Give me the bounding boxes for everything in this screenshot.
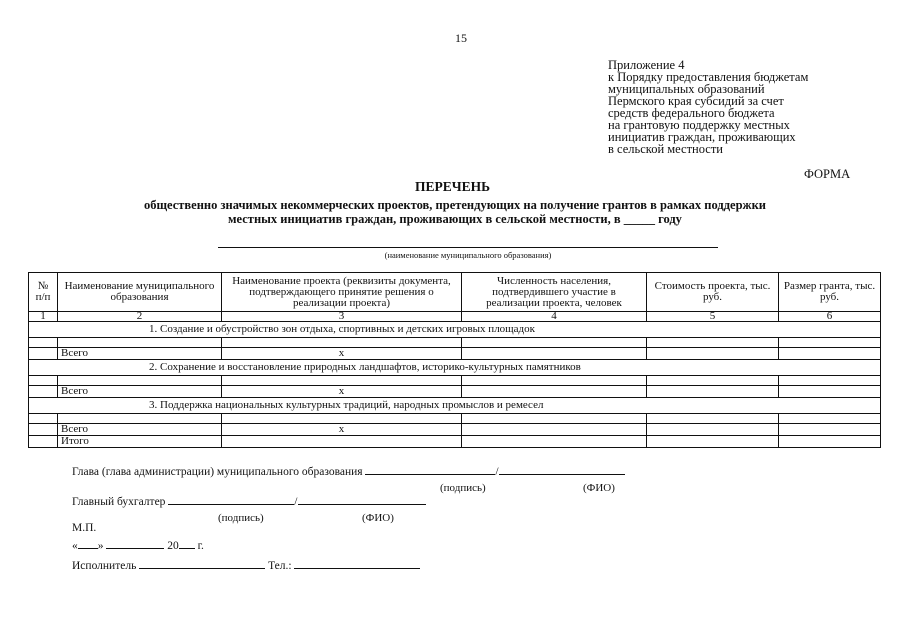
date-open: «: [72, 540, 78, 552]
header-project: Наименование проекта (реквизиты документа, подтверждающего принятие решения о реализации проекта): [222, 273, 462, 312]
appendix-line: в сельской местности: [608, 142, 723, 156]
year-suffix: г.: [197, 540, 204, 552]
total-row: [29, 424, 881, 436]
date-line: [72, 540, 204, 552]
x-mark: х: [222, 424, 462, 436]
accountant-signature-line: [72, 496, 426, 508]
header-grant: Размер гранта, тыс. руб.: [779, 273, 881, 312]
table-row: [29, 376, 881, 386]
executor-line: [72, 560, 420, 572]
section-row: [29, 322, 881, 338]
appendix-line: на грантовую поддержку местных: [608, 118, 790, 132]
section-title: 2. Сохранение и восстановление природных ландшафтов, историко-культурных памятников: [29, 360, 881, 376]
appendix-line: Приложение 4: [608, 58, 685, 72]
day-field[interactable]: [78, 548, 98, 549]
name-caption: (ФИО): [362, 512, 394, 524]
appendix-line: Пермского края субсидий за счет: [608, 94, 784, 108]
executor-label: Исполнитель: [72, 560, 137, 572]
head-signature-line: [72, 466, 625, 478]
year-field[interactable]: [179, 548, 195, 549]
appendix-block: [608, 59, 808, 155]
accountant-label: Главный бухгалтер: [72, 496, 166, 508]
total-label: Всего: [58, 386, 222, 398]
column-number: 2: [58, 312, 222, 322]
phone-label: Тел.:: [268, 560, 292, 572]
municipality-name-line: [218, 247, 718, 248]
appendix-line: инициатив граждан, проживающих: [608, 130, 796, 144]
subtitle-line-1: общественно значимых некоммерческих проектов, претендующих на получение грантов в рамках поддержки: [143, 198, 766, 212]
page-number: 15: [455, 31, 467, 45]
appendix-line: к Порядку предоставления бюджетам: [608, 70, 809, 84]
document-title: ПЕРЕЧЕНЬ: [414, 179, 491, 194]
total-label: Всего: [58, 348, 222, 360]
form-label: ФОРМА: [804, 167, 851, 181]
header-cost: Стоимость проекта, тыс. руб.: [647, 273, 779, 312]
table-header-row: [29, 273, 881, 312]
stamp-label: М.П.: [72, 522, 97, 534]
section-title: 3. Поддержка национальных культурных традиций, народных промыслов и ремесел: [29, 398, 881, 414]
section-title: 1. Создание и обустройство зон отдыха, спортивных и детских игровых площадок: [29, 322, 881, 338]
year-prefix: 20: [167, 540, 179, 552]
phone-field[interactable]: [294, 568, 420, 569]
accountant-name-field[interactable]: [298, 504, 426, 505]
x-mark: х: [222, 386, 462, 398]
document-subtitle: [60, 198, 850, 226]
slash: /: [294, 496, 298, 508]
table-row: [29, 338, 881, 348]
header-population: Численность населения, подтвердившего участие в реализации проекта, человек: [462, 273, 647, 312]
total-row: [29, 348, 881, 360]
column-number: 6: [779, 312, 881, 322]
head-name-field[interactable]: [499, 474, 625, 475]
month-field[interactable]: [106, 548, 164, 549]
grand-total-row: [29, 436, 881, 448]
executor-field[interactable]: [139, 568, 265, 569]
column-number: 1: [29, 312, 58, 322]
column-number-row: [29, 312, 881, 322]
name-caption: (ФИО): [583, 482, 615, 494]
section-row: [29, 398, 881, 414]
total-row: [29, 386, 881, 398]
column-number: 5: [647, 312, 779, 322]
grand-total-label: Итого: [58, 436, 222, 448]
section-row: [29, 360, 881, 376]
municipality-caption: (наименование муниципального образования): [384, 250, 552, 260]
column-number: 3: [222, 312, 462, 322]
slash: /: [495, 466, 499, 478]
appendix-line: средств федерального бюджета: [608, 106, 775, 120]
column-number: 4: [462, 312, 647, 322]
projects-table: [28, 272, 881, 448]
subtitle-line-2: местных инициатив граждан, проживающих в сельской местности, в _____ году: [228, 212, 682, 226]
appendix-line: муниципальных образований: [608, 82, 765, 96]
accountant-signature-field[interactable]: [168, 504, 294, 505]
head-label: Глава (глава администрации) муниципального образования: [72, 466, 363, 478]
signature-caption: (подпись): [440, 482, 486, 494]
x-mark: х: [222, 348, 462, 360]
header-number: № п/п: [29, 273, 58, 312]
signature-caption: (подпись): [218, 512, 264, 524]
table-row: [29, 414, 881, 424]
header-municipality: Наименование муниципального образования: [58, 273, 222, 312]
total-label: Всего: [58, 424, 222, 436]
head-signature-field[interactable]: [365, 474, 495, 475]
date-close: »: [97, 540, 104, 552]
